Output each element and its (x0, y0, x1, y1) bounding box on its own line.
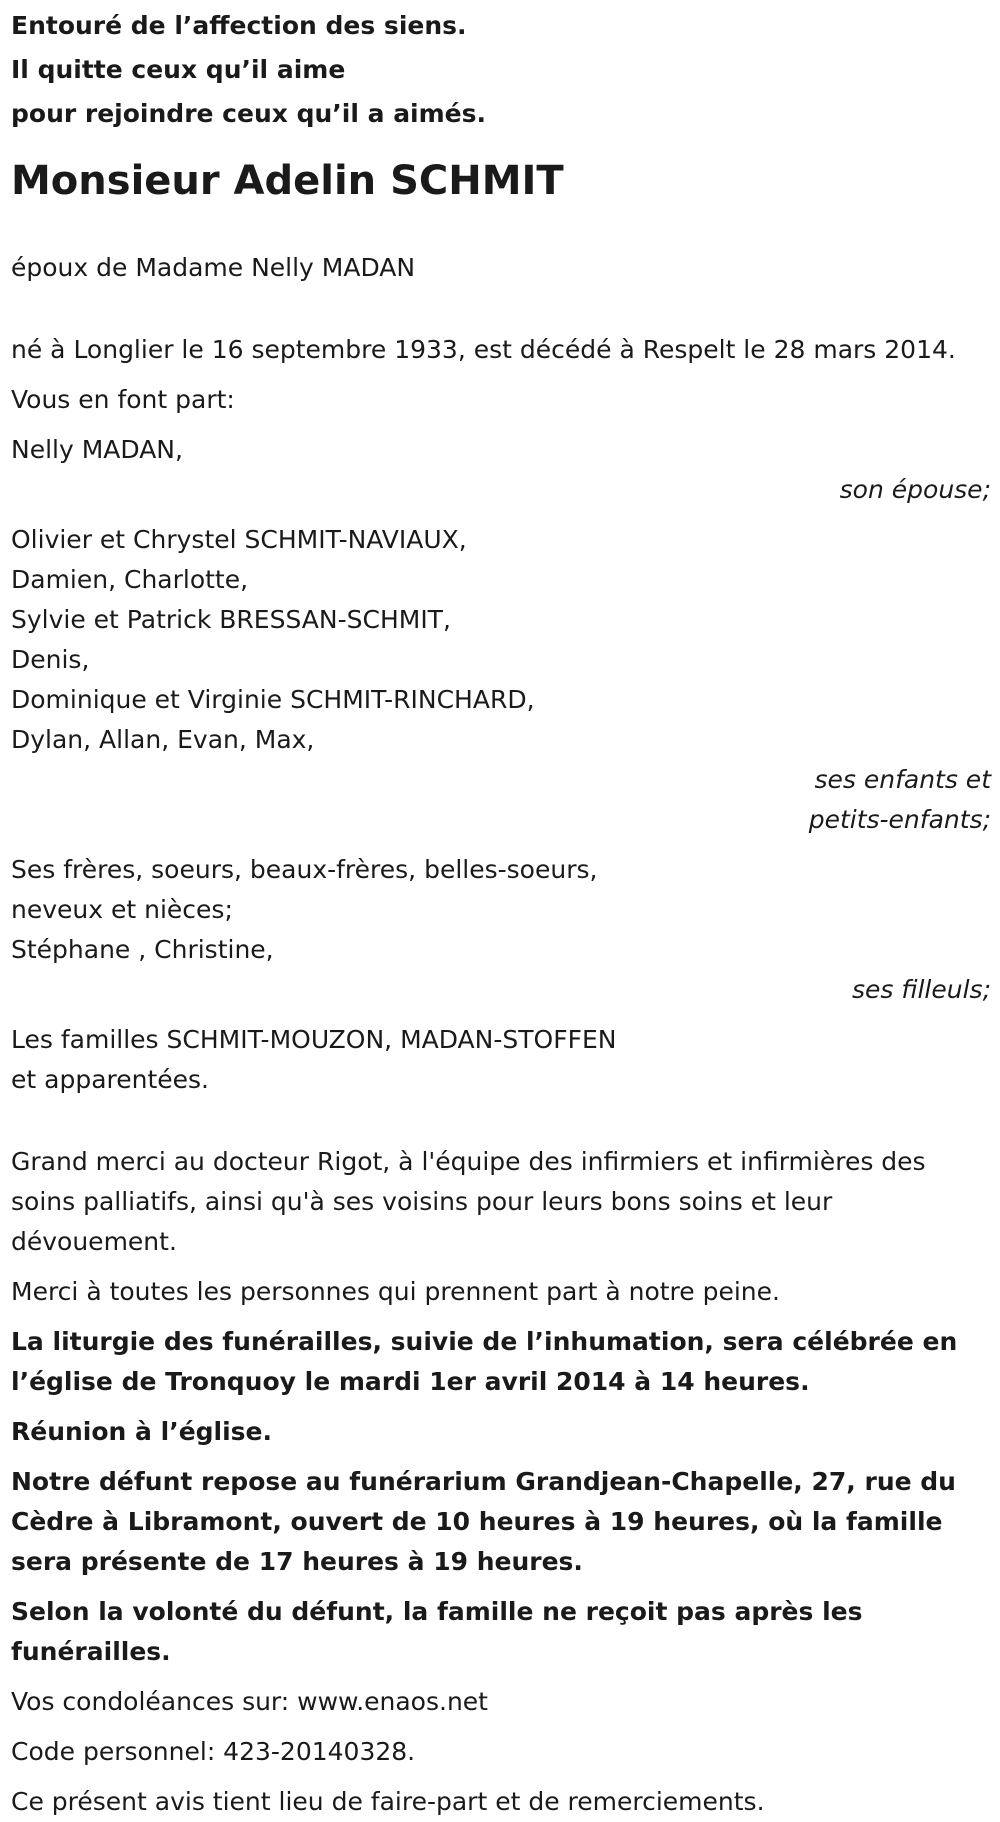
funerarium-info: Notre défunt repose au funérarium Grandjean-Chapelle, 27, rue du Cèdre à Libramont, ouvert de 10 heures à 19 heures, où la famille sera présente de 17 heures à 19 heures. (11, 1467, 956, 1576)
birth-death-text: né à Longlier le 16 septembre 1933, est décédé à Respelt le 28 mars 2014. (11, 335, 956, 364)
families-line: et apparentées. (11, 1065, 209, 1094)
intro-verse (11, 6, 993, 134)
children-block (11, 520, 993, 840)
children-relation: ses enfants et (814, 765, 991, 794)
siblings-block (11, 850, 993, 1010)
siblings-line: neveux et nièces; (11, 895, 233, 924)
children-line: Damien, Charlotte, (11, 565, 249, 594)
spouse-block (11, 430, 993, 510)
personal-code: Code personnel: 423-20140328. (11, 1737, 416, 1766)
children-line: Denis, (11, 645, 90, 674)
thanks-doctor: Grand merci au docteur Rigot, à l'équipe des infirmiers et infirmières des soins palliatifs, ainsi qu'à ses voisins pour leurs bons soins et leur dévouement. (11, 1147, 926, 1256)
closing-text: Ce présent avis tient lieu de faire-part et de remerciements. (11, 1787, 765, 1816)
thanks-all: Merci à toutes les personnes qui prennent part à notre peine. (11, 1277, 780, 1306)
liturgy-info: La liturgie des funérailles, suivie de l’inhumation, sera célébrée en l’église de Tronquoy le mardi 1er avril 2014 à 14 heures. (11, 1327, 958, 1396)
godchildren-relation: ses filleuls; (851, 975, 991, 1004)
condolences-text: Vos condoléances sur: www.enaos.net (11, 1687, 488, 1716)
spouse-line: époux de Madame Nelly MADAN (11, 253, 416, 282)
family-wish: Selon la volonté du défunt, la famille ne reçoit pas après les funérailles. (11, 1597, 863, 1666)
spouse-names: Nelly MADAN, (11, 435, 183, 464)
families-block (11, 1020, 993, 1100)
children-line: Dylan, Allan, Evan, Max, (11, 725, 315, 754)
intro-line: Il quitte ceux qu’il aime (11, 55, 346, 84)
children-line: Olivier et Chrystel SCHMIT-NAVIAUX, (11, 525, 467, 554)
children-line: Sylvie et Patrick BRESSAN-SCHMIT, (11, 605, 451, 634)
children-line: Dominique et Virginie SCHMIT-RINCHARD, (11, 685, 535, 714)
deceased-name: Monsieur Adelin SCHMIT (11, 158, 564, 204)
spouse-relation: son épouse; (839, 475, 991, 504)
intro-line: pour rejoindre ceux qu’il a aimés. (11, 99, 487, 128)
intro-line: Entouré de l’affection des siens. (11, 11, 467, 40)
children-relation: petits-enfants; (808, 805, 991, 834)
families-line: Les familles SCHMIT-MOUZON, MADAN-STOFFEN (11, 1025, 617, 1054)
godchildren-line: Stéphane , Christine, (11, 935, 274, 964)
meeting-info: Réunion à l’église. (11, 1417, 273, 1446)
announce-text: Vous en font part: (11, 385, 235, 414)
siblings-line: Ses frères, soeurs, beaux-frères, belles-soeurs, (11, 855, 598, 884)
obituary-notice (11, 0, 993, 1822)
